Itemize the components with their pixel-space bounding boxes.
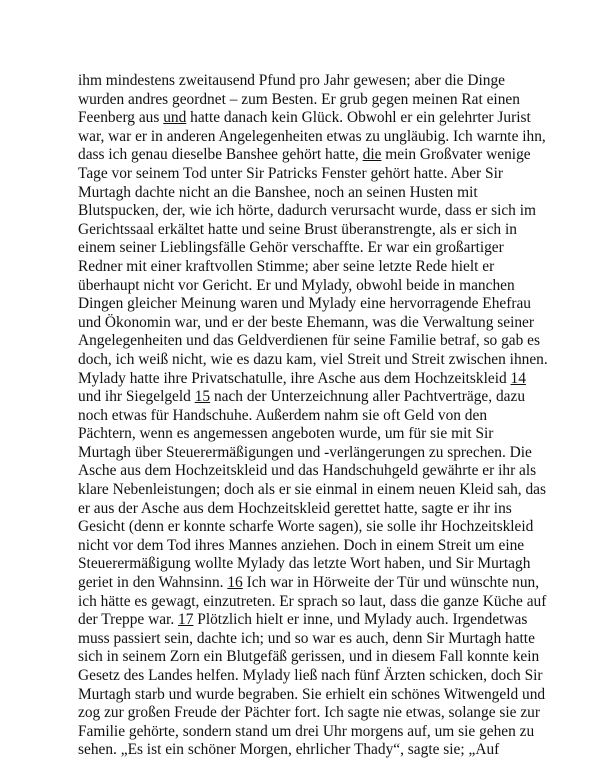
document-page [78,72,548,760]
text-line [78,370,528,389]
text-line: er aus der Asche aus dem Hochzeitskleid gerettet hatte, sagte er ihr ins [78,499,512,517]
text-line [78,146,531,165]
text-line: Murtagh dachte nicht an die Banshee, noch an seinen Husten mit [78,183,478,201]
text-line: Gesicht (denn er konnte scharfe Worte sagen), sie solle ihr Hochzeitskleid [78,518,534,536]
text-line: Blutspucken, der, wie ich hörte, dadurch verursacht wurde, dass er sich im [78,202,536,220]
text-line: und Ökonomin war, und er der beste Ehemann, was die Verwaltung seiner [78,313,534,331]
text-line: Murtagh über Steuerermäßigungen und -verlängerungen zu sprechen. Die [78,443,532,461]
text-segment: Feenberg aus [78,109,164,127]
text-line: Steuerermäßigung wollte Mylady das letzte Wort haben, und Sir Murtagh [78,555,531,573]
footnote-link[interactable]: 16 [227,574,243,592]
text-line: ihm mindestens zweitausend Pfund pro Jahr gewesen; aber die Dinge [78,72,505,89]
text-segment: hatte danach kein Glück. Obwohl er ein gelehrter Jurist [186,109,531,127]
text-line: klare Nebenleistungen; doch als er sie einmal in einem neuen Kleid sah, das [78,481,546,499]
text-line: Dingen gleicher Meinung waren und Mylady eine hervorragende Ehefrau [78,295,531,313]
text-line [78,574,540,593]
text-line: sehen. „Es ist ein schöner Morgen, ehrlicher Thady“, sagte sie; „Auf [78,741,500,759]
text-line: muss passiert sein, dachte ich; und so war es auch, denn Sir Murtagh hatte [78,629,535,647]
text-segment: mein Großvater wenige [381,146,531,164]
text-line: doch, ich weiß nicht, wie es dazu kam, viel Streit und Streit zwischen ihnen. [78,350,548,368]
text-segment: und ihr Siegelgeld [78,388,195,406]
text-line: Angelegenheiten und das Geldverdienen für seine Familie betraf, so gab es [78,332,540,350]
text-line: noch etwas für Handschuhe. Außerdem nahm sie oft Geld von den [78,406,488,424]
text-line: Tage vor seinem Tod unter Sir Patricks Fenster gehört hatte. Aber Sir [78,164,503,182]
text-line: Redner mit einer kraftvollen Stimme; aber seine letzte Rede hielt er [78,257,495,275]
text-line: Murtagh starb und wurde begraben. Sie erhielt ein schönes Witwengeld und [78,685,546,703]
text-line: überhaupt nicht vor Gericht. Er und Mylady, obwohl beide in manchen [78,276,515,294]
text-line: sich in seinem Zorn ein Blutgefäß gerissen, und in diesem Fall konnte kein [78,648,540,666]
text-line [78,611,528,630]
text-line: nicht vor dem Tod ihres Mannes anziehen. Doch in einem Streit um eine [78,536,525,554]
footnote-link[interactable]: und [163,109,187,127]
text-segment: geriet in den Wahnsinn. [78,574,228,592]
text-line: Pächtern, wenn es angemessen angeboten wurde, um für sie mit Sir [78,425,494,443]
text-segment: Mylady hatte ihre Privatschatulle, ihre Asche aus dem Hochzeitskleid [78,369,511,387]
text-line: Asche aus dem Hochzeitskleid und das Handschuhgeld gewährte er ihr als [78,462,537,480]
text-segment: der Treppe war. [78,611,179,629]
footnote-link[interactable]: 15 [194,388,211,406]
text-segment: nach der Unterzeichnung aller Pachtverträge, dazu [210,388,526,406]
text-line: wurden andres geordnet – zum Besten. Er grub gegen meinen Rat einen [78,90,520,108]
text-line [78,388,528,407]
text-line: einem seiner Lieblingsfälle Gehör verschaffte. Er war ein großartiger [78,239,504,257]
text-line: Familie gehörte, sondern stand um drei Uhr morgens auf, um sie gehen zu [78,722,535,740]
text-segment: Ich war in Hörweite der Tür und wünschte nun, [242,574,540,592]
text-line: war, war er in anderen Angelegenheiten etwas zu ungläubig. Ich warnte ihn, [78,127,546,145]
text-line: zog zur großen Freude der Pächter fort. Ich sagte nie etwas, solange sie zur [78,704,540,722]
footnote-link[interactable]: die [362,146,382,164]
footnote-link[interactable]: 17 [178,611,194,629]
text-segment: dass ich genau dieselbe Banshee gehört hatte, [78,146,363,164]
text-line: Gerichtssaal erkältet hatte und seine Brust überanstrengte, als er sich in [78,220,517,238]
text-line: ich hätte es gewagt, einzutreten. Er sprach so laut, dass die ganze Küche auf [78,592,547,610]
text-line [78,109,531,128]
text-line: Gesetz des Landes helfen. Mylady ließ nach fünf Ärzten schicken, doch Sir [78,667,543,684]
footnote-link[interactable]: 14 [510,369,526,387]
text-segment: Plötzlich hielt er inne, und Mylady auch. Irgendetwas [193,611,528,629]
